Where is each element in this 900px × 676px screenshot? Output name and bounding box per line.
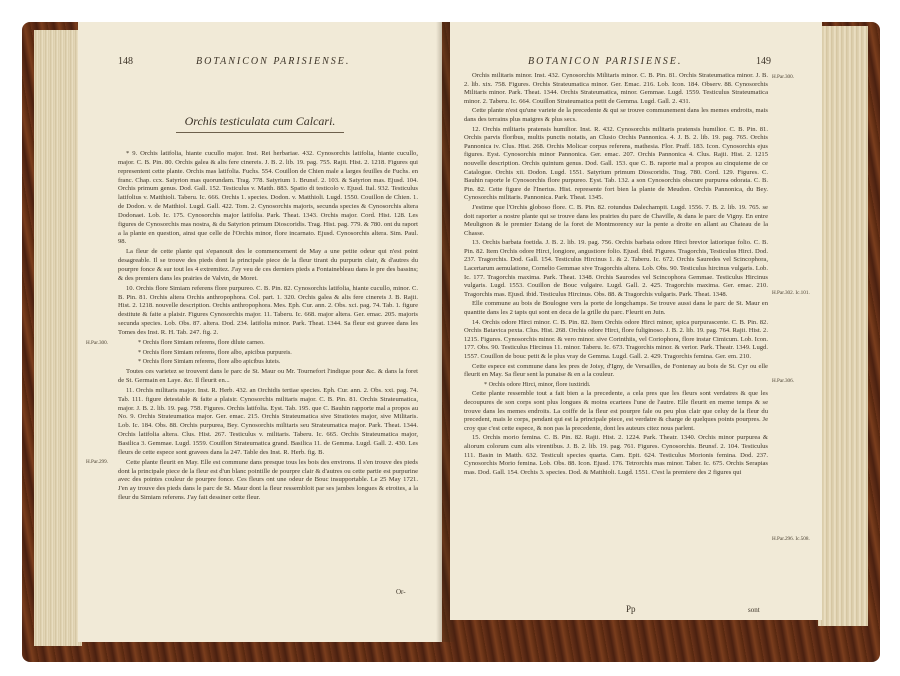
paragraph: Cette espece est commune dans les pres de Joisy, d'Igny, de Versailles, de Fontenay au bois de St. Cyr ou elle fleurit en May. Sa fleur sent la punaise & en a la couleur. (464, 362, 768, 379)
variety-line: * Orchis flore Simiam referens, flore albo, apicibus purpureis. (138, 348, 292, 356)
title-rule (176, 132, 344, 133)
paragraph: Cette plante ressemble tout a fait bien a la precedente, a cela pres que les fleurs sont verdatres & que les decoupures de son corps sont plus longues & moins ecartees l'une de l'autre. Elle fleurit en meme temps & se trouve dans les memes endroits. La coiffe de la fleur est pourpre fale ou peu plus clair que celuy de la fleur du precedent, mais le corps, pendant qui est la principale piece, est verdatre & charge de quelques points pourpres. Je croy que c'est cette espece, & non pas la precedente, dont les auteurs citez nous parlent. (464, 390, 768, 432)
margin-note: H.Par.300. (86, 340, 109, 346)
paragraph: Orchis militaris minor. Inst. 432. Cynosorchis Militaris minor. C. B. Pin. 81. Orchis Strateumatica minor. J. B. 2. lib. xix. 758. Figures. Orchis Strateumatica minor. Ger. Emac. 216. Lob. Icon. 184. Observ. 88. Cynosorchis Militaris minor. Park. Theat. 1344. Orchis Strateumatica, minor. Gemmae. Lugd. 1559. Testiculus Strateumatica minor. 2. Taberu. Ic. 664. Couillon Strateumatica petit de Gemma. Lugd. Gall. 2. 431. (464, 72, 768, 105)
paragraph: La fleur de cette plante qui s'epanouit des le commencement de May a une petite odeur qui n'est point desagreable. Il se trouve des pieds dont la principale piece de la fleur tirant du purpurin clair, & d'autres du pourpre fonce & sur tout les 4 extremitez. J'ay veu de ces derniers pieds a Fontainebleau dans le pre des bassins; & des premiers dans les prairies de Valvin, de Moret. (118, 248, 418, 282)
margin-note: H.Par.296. Ic.508. (772, 536, 810, 542)
left-page (78, 22, 442, 642)
paragraph: J'estime que l'Orchis globoso flore. C. B. Pin. 82. rotundus Dalechampii. Lugd. 1556. 7. B. 2. lib. 19. 765. se doit raporter a nostre plante qui se trouve dans les prairies du parc de Chaville, & dans le parc de Vigny. En entre Meulignon & le premier Estang de la foret de Montmorency sur la pente a droite en allant au Chateau de la Chasse. (464, 203, 768, 237)
paragraph: * 9. Orchis latifolia, hiante cucullo major. Inst. Rei herbariae. 432. Cynosorchis latifolia, hiante cucullo, major. C. B. Pin. 80. Orchis galea & alis fere cinereis. J. B. 2. lib. 19. pag. 755. Rajii. Hist. 2. 1218. Figures qui representent cette plante. Orchis mas latifolia. Fuchs. 554. Couillon de Chien male a larges feuilles de Fuchs. en franc. Chap. ccx. Satyrion mas quorundam. Trag. 778. Satyrium 1. Brunsf. 2. 103. & Satyrion mas. Ejusd. 104. Orchis primum genus. Dod. Gall. 152. Testiculus v. Matth. 883. Spatio di testicolo v. Ejusd. Ital. 932. Testiculus latifolius v. Matthioli. Taberu. Ic. 666. Orchis 1. species. Dodon. v. Matthioli. Lugd. 1550. Couillon de Chien. 1. de Dodon. v. de Matthiol. Lugd. Gall. 422. Tom. 2. Cynosorchis majoris, secunda species & Cynosorchis altera Dodonaei. Lob. Ic. 175. Cynosorchis major latifolia. Park. Theat. 1343. Orchis major. Cord. Hist. 128. Les figures de Cynosorchis mas nostra, & du Satyrion primum Dioscoridis. Trag. Hist. pag. 779. & 780. ont du raport a la plante en question, ainsi que celle de l'Orchis minor, flore incarnato. Ejusd. Cynosorchis altera. Sim. Paul. 98. (118, 150, 418, 246)
variety-line: * Orchis odore Hirci, minor, flore iuxtiridi. (484, 380, 591, 388)
paragraph: Elle commune au bois de Boulogne vers la porte de longchamps. Se trouve aussi dans le parc de St. Maur en quantite dans les 2 tapis qui sont en deca de la grille du parc. Fleurit en Juin. (464, 300, 768, 317)
variety-line: * Orchis flore Simiam referens, flore dilute carneo. (138, 338, 265, 346)
margin-note: H.Par.302. Ic.101. (772, 290, 810, 296)
paragraph: 13. Orchis barbata foetida. J. B. 2. lib. 19. pag. 756. Orchis barbata odore Hirci brevior latiorique folio. C. B. Pin. 82. Item Orchis odore Hirci, longiore, angustiore folio. Ejusd. ibid. Figures. Tragorchis, Testiculus Hirci. Dod. 237. Tragorchis. Dod. Gall. 154. Testiculus Hircinus 1. & 2. Taberu. Ic. 672. Orchis Sauredes vel Scincophora, Lacertarum aemulatione, Cornelio Gemmae sive Tragorchis altera. Lob. Obs. 90. Testiculus hircinus vulgaris. Lob. Ic. 177. Tragorchis maxima. Park. Theat. 1348. Orchis Saurodes vel Scincophora Gemmae. Testiculus Hircinus vulgaris. Lugd. 1553. Couillon de Bouc vulgaire. Lugd. Gall. 2. 425. Tragorchis maxima. Ger. emac. 210. Tragorchis mas. Ejusd. ibid. Testiculus Hircinus. Obs. 88. & Tragorchis vulgaris. Park. Theat. 1348. (464, 239, 768, 298)
variety-line: * Orchis flore Simiam referens, flore albo apicibus luteis. (138, 358, 281, 366)
paragraph: Cette plante fleurit en May. Elle est commune dans presque tous les bois des environs. Il s'en trouve des pieds dont la principale piece de la fleur est d'un blanc pointille de pourpre clair & d'autres ou cette partie est purpurine avec des pointes couleur de pourpre fonce. Ces fleurs ont une odeur de Bouc insupportable. Le 25 May 1721. J'en ay trouve des pieds dans le parc de St. Maur dont la fleur ressembloit par ses jambes longues & etroites, a la fleur du Simiam referens. J'ay fait dessiner cette fleur. (118, 458, 418, 502)
running-head: BOTANICON PARISIENSE. (196, 56, 351, 67)
page-edges-left (34, 30, 82, 646)
paragraph: 12. Orchis militaris pratensis humilior. Inst. R. 432. Cynosorchis militaris pratensis humilior. C. B. Pin. 81. Orchis parvis floribus, multis punctis notatis, an Clusio Orchis Pannonica. 4. J. B. 2. lib. 19. pag. 765. Orchis Pannonica iv. Clus. Hist. 268. Orchis Molicar corpus referens, mathesia. Flor. Praff. 183. Icon. Cynosorchis ejus figures. Eyst. Cynosorchis minor Pannonica. Ger. emac. 207. Orchis Pannonica 4. Clus. Rajii. Hist. 2. 1215 nouvelle description. Orchis quintum genus. Dod. Gall. 153. que C. B. raporte mal a propos au cinquieme de ce Catalogue. Orchis xii. Dodon. Lugd. 1551. Satyrium primum Dioscoridis. Trag. 780. Cord. 129. Figures. C. Bauhin raporte le Cynosorchis flore purpureo. Eyst. Tab. 132. a son Cynosorchis obscure purpurea odorata. C. B. Pin. 82. Cette figure de l'Inerius. Hist. represente fort bien la plante de Meudon. Orchis Pannonica, du Bey. Cynosorchis militaris. Pannonica. Park. Theat. 1345. (464, 125, 768, 202)
paragraph: 11. Orchis militaris major. Inst. R. Herb. 432. an Orchidis tertiae species. Eph. Cur. ann. 2. Obs. xxi. pag. 74. Tab. 111. figure detestable & faite a plaisir. Cynosorchis militaris major. C. B. Pin. 81. Orchis Strateumatica, major. J. B. 2. lib. 19. pag. 758. Figures. Orchis latifolia. Eyst. Tab. 195. que C. Bauhin rapporte mal a propos au No. 9. Orchis Strateumatica major. Ger. emac. 215. Orchis Strateumatica sive Stratiotes major, sive Militaris. Lob. Ic. 184. Obs. 88. Orchis purpurea, Bey. Cynosorchis militaris seu Strateumatica major. Park. Theat. 1344. Orchis latifolia altera. Clus. Hist. 267. Testiculus v. militaris. Taberu. Ic. 665. Orchis Strateumatica major, Basilica 3. Gemmae. Lugd. 1559. Couillon Strateumatica grand. Basilica 11. de Gemma. Lugd. Gall. 2. 430. Les fleurs de cette espece sont gravees dans la 247. Table des Inst. R. Herb. fig. B. (118, 386, 418, 456)
running-head: BOTANICON PARISIENSE. (528, 56, 683, 67)
section-title: Orchis testiculata cum Calcari. (184, 114, 336, 128)
paragraph: 15. Orchis morio femina. C. B. Pin. 82. Rajii. Hist. 2. 1224. Park. Theatr. 1340. Orchis minor purpurea & aliorum colorum cum alis virentibus. J. B. 2. lib. 19. pag. 761. Figures. Cynosorchis. Brunsf. 2. 104. Testiculus 111. Basin in Matth. 632. Testiculi species quarta. Cam. Epit. 624. Testiculus Morionis femina. Dod. 237. Cynosorchis Morio femina. Lob. Obs. 88. Icon. Ejusd. 176. Tetrorchis mas minor. Taber. Ic. 675. Orchis Serapias mas. Dod. Gall. 154. Orchis 3. species. Dod. & Matthioli. Lugd. 1551. C'est la premiere des 2 figures qui (464, 434, 768, 476)
page-number: 148 (118, 56, 133, 67)
right-page (450, 22, 822, 620)
paragraph: 14. Orchis odore Hirci minor. C. B. Pin. 82. Item Orchis odore Hirci minor, spica purpurascente. C. B. Pin. 82. Orchis Batavica pexta. Clus. Hist. 268. Orchis odore Hirci, flore fuliginoso. J. B. 2. lib. 19. pag. 764. Rajii. Hist. 2. 1215. Figures. Cynosorchis minor. & vero minor. sive Corinthiis, vel Coriophora, flore instar Cimicum. Lob. Icon. 177. Obs. 90. Testiculus Hircinus 11. minor. Taberu. Ic. 673. Tragorchis minor. & verior. Park. Theatr. 1349. Lugd. 1557. Couillon de bouc petit & le plus vray de Gemma. Lugd. Gall. 2. 429. Tragorchis femina. Ger. em. 210. (464, 318, 768, 360)
catchword: Or- (396, 588, 406, 596)
right-body-text (464, 72, 768, 478)
paragraph: 10. Orchis flore Simiam referens flore purpureo. C. B. Pin. 82. Cynosorchis latifolia, hiante cucullo, minor. C. B. Pin. 81. Orchis altera Orchis anthropophora. Col. part. 1. 320. Orchis galea & alis fere cinereis J. B. Rajii. Hist. 2. 1218. nouvelle description. Orchis anthropophora. Mes. Eph. Cur. ann. 2. Obs. xci. pag. 74. Tab. 1. figure destitute & faite a plaisir. Figures Cynosorchis major. 11. Taberu. Ic. 668. major altera. Ger. emac. 205. majoris secunda species. Lob. Obs. 87. altera. Dod. 234. latifolia minor. Park. Theat. 1344. Sa fleur est gravee dans les Tomes des Inst. R. H. Tab. 247. fig. 2. (118, 284, 418, 336)
signature-mark: Pp (626, 604, 636, 614)
margin-note: H.Par.300. (772, 74, 795, 80)
margin-note: H.Par.299. (86, 459, 109, 465)
page-edges-right (818, 26, 868, 626)
margin-note: H.Par.306. (772, 378, 795, 384)
catchword: sont (748, 606, 760, 614)
paragraph: Cette plante n'est qu'une variete de la precedente & qui se trouve communement dans les memes endroits, mais dans des terrains plus maigres & plus secs. (464, 107, 768, 123)
left-body-text (118, 150, 418, 504)
paragraph: Toutes ces varietez se trouvent dans le parc de St. Maur ou Mr. Tournefort l'indique pour &c. & dans la foret de St. Germain en Laye. &c. Il fleurit en... (118, 368, 418, 385)
page-number: 149 (756, 56, 771, 67)
